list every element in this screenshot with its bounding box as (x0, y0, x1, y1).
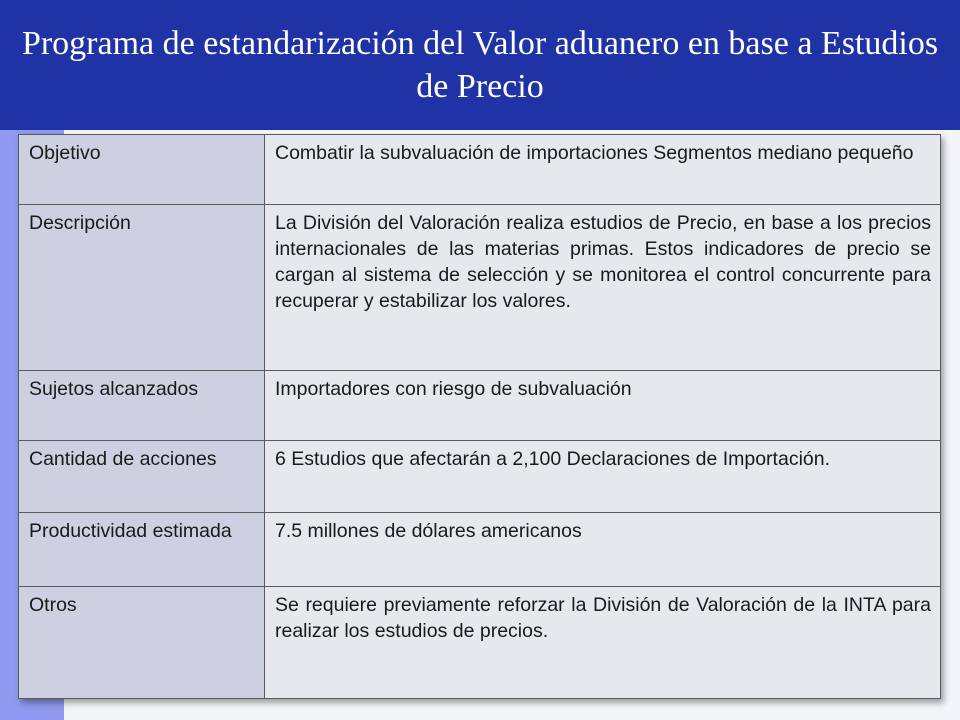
row-label-productividad-estimada: Productividad estimada (19, 513, 265, 587)
row-label-cantidad-de-acciones: Cantidad de acciones (19, 441, 265, 513)
slide-header (0, 0, 960, 130)
row-label-descripcion: Descripción (19, 205, 265, 371)
row-value-descripcion: La División del Valoración realiza estudios de Precio, en base a los precios internacionales de las materias primas. Estos indicadores de precio se cargan al sistema de selección y se monitorea el control concurrente para recuperar y estabilizar los valores. (265, 205, 941, 371)
row-label-objetivo: Objetivo (19, 135, 265, 205)
row-value-objetivo: Combatir la subvaluación de importaciones Segmentos mediano pequeño (265, 135, 941, 205)
row-value-sujetos-alcanzados: Importadores con riesgo de subvaluación (265, 371, 941, 441)
row-value-otros: Se requiere previamente reforzar la División de Valoración de la INTA para realizar los estudios de precios. (265, 587, 941, 699)
program-table (18, 134, 941, 699)
row-label-otros: Otros (19, 587, 265, 699)
row-value-cantidad-de-acciones: 6 Estudios que afectarán a 2,100 Declaraciones de Importación. (265, 441, 941, 513)
row-label-sujetos-alcanzados: Sujetos alcanzados (19, 371, 265, 441)
row-value-productividad-estimada: 7.5 millones de dólares americanos (265, 513, 941, 587)
slide-title: Programa de estandarización del Valor aduanero en base a Estudios de Precio (21, 25, 939, 105)
